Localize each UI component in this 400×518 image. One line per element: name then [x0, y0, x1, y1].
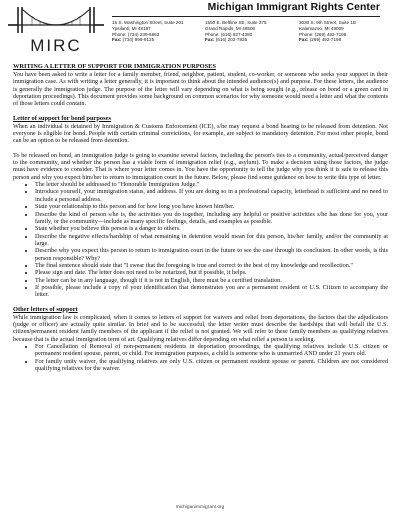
list-item: • State whether you believe this person is a danger to others. [35, 225, 388, 232]
header-rule [112, 16, 380, 17]
office-address-kalamazoo: 3030 S. 9th Street, Suite 1B Kalamazoo, MI 49009 Phone: (269) 492-7196 Fax: (269) 492-7198 [299, 20, 356, 43]
list-item: • For family unity waiver, the qualifying relatives are only U.S. citizen or permanent resident spouse or parent. Children are not considered qualifying relatives for the waiver. [35, 358, 388, 373]
list-item: • The letter should be addressed to "Honorable Immigration Judge." [35, 181, 388, 188]
bond-paragraph-1: When an individual is detained by Immigration & Customs Enforcement (ICE), s/he may request a bond hearing to be released from detention. Not everyone is eligible for bond. People with certain criminal convictions, for example, are subject to mandatory detention. For most other people, bond can be an option to be released from detention. [13, 122, 388, 145]
mirc-bridge-logo [6, 3, 106, 55]
organization-name: Michigan Immigrant Rights Center [207, 2, 380, 13]
footer-website: michiganimmigrant.org [175, 505, 225, 510]
intro-paragraph: You have been asked to write a letter for a family member, friend, neighbor, patient, student, co-worker, or someone who seeks your support in their immigration case. As with writing a letter generally, it is important to think about the intended audience(s) and purpose. For these letters, the audience is generally the immigration judge. The purpose of the letter will vary depending on what is being sought (e.g., release on bond or a green card in deportation proceedings). This document provides some background on common scenarios for why someone would need a letter and what the contents of those letters could contain. [13, 71, 388, 108]
list-item: • The letter can be in any language, though if it is not in English, there must be a certified translation. [35, 277, 388, 284]
list-item: • Introduce yourself, your immigration status, and address. If you are doing so in a professional capacity, letterhead is sufficient and no need to include a personal address. [35, 188, 388, 203]
document-body [13, 63, 388, 372]
list-item: • The final sentence should state that "I swear that the foregoing is true and correct to the best of my knowledge and recollection." [35, 262, 388, 269]
list-item: • If possible, please include a copy of your identification that demonstrates you are a permanent resident or U.S. Citizen to accompany the letter. [35, 284, 388, 299]
bond-section-heading: Letter of support for bond purposes [13, 114, 111, 122]
bond-guidance-list [13, 181, 388, 299]
list-item: • Describe the kind of person s/he is, the activities you do together, including any helpful or positive activities s/he has done for you, your family, or the community—include as many specific feelings, details, and examples as possible. [35, 211, 388, 226]
office-address-grand-rapids: 1550 E. Beltline SE, Suite 375 Grand Rapids, MI 49506 Phone: (616) 827-4080 Fax: (616) 202-7835 [205, 20, 267, 43]
other-letters-paragraph: While immigration law is complicated, when it comes to letters of support for waivers and relief from deportations, the factors that the adjudicators (judge or officer) are actually quite similar. In brief and to be successful, the letter writer must describe the hardships that will befall the U.S. citizen/permanent resident family members of the applicant if the relief is not granted. We will refer to these family members as qualifying relatives because that is the actual immigration term of art. Qualifying relatives differ depending on what relief a person is seeking. [13, 313, 388, 343]
qualifying-relatives-list [13, 343, 388, 372]
list-item: • Please sign and date. The letter does not need to be notarized, but if possible, it helps. [35, 269, 388, 276]
logo-text: MIRC [30, 36, 82, 55]
office-address-ypsilanti: 15 S. Washington Street, Suite 201 Ypsilanti, MI 48197 Phone: (734) 239-6863 Fax: (734) 998-9125 [112, 20, 184, 43]
letterhead [0, 0, 400, 62]
list-item: • For Cancellation of Removal of non-permanent residents in deportation proceedings, the qualifying relatives include U.S. citizen or permanent resident spouse, parent, or child. For immigration purposes, a child is someone who is unmarried AND under 21 years old. [35, 343, 388, 358]
list-item: • Describe why you expect this person to return to immigration court in the future to see the case through its conclusion. In other words, is this person responsible? Why? [35, 247, 388, 262]
list-item: • Describe the negative effects/hardship of what remaining in detention would mean for this person, his/her family, and/or the community at large. [35, 233, 388, 248]
document-title: WRITING A LETTER OF SUPPORT FOR IMMIGRATION PURPOSES [13, 63, 216, 70]
bond-paragraph-2: To be released on bond, an immigration judge is going to examine several factors, including the person's ties to a community, actual/perceived danger to the community, and whether the person has a viable form of immigration relief (e.g., asylum). To make a decision using those factors, the judge must have evidence to consider. That is where your letter comes in. You have the opportunity to tell the judge why you think it is safe to release this person and why you expect him/her to return to immigration court in the future. Below, please find some guidance on how to write this type of letter. [13, 151, 388, 181]
other-letters-heading: Other letters of support [13, 305, 78, 313]
list-item: • State your relationship to this person and for how long you have known him/her. [35, 203, 388, 210]
